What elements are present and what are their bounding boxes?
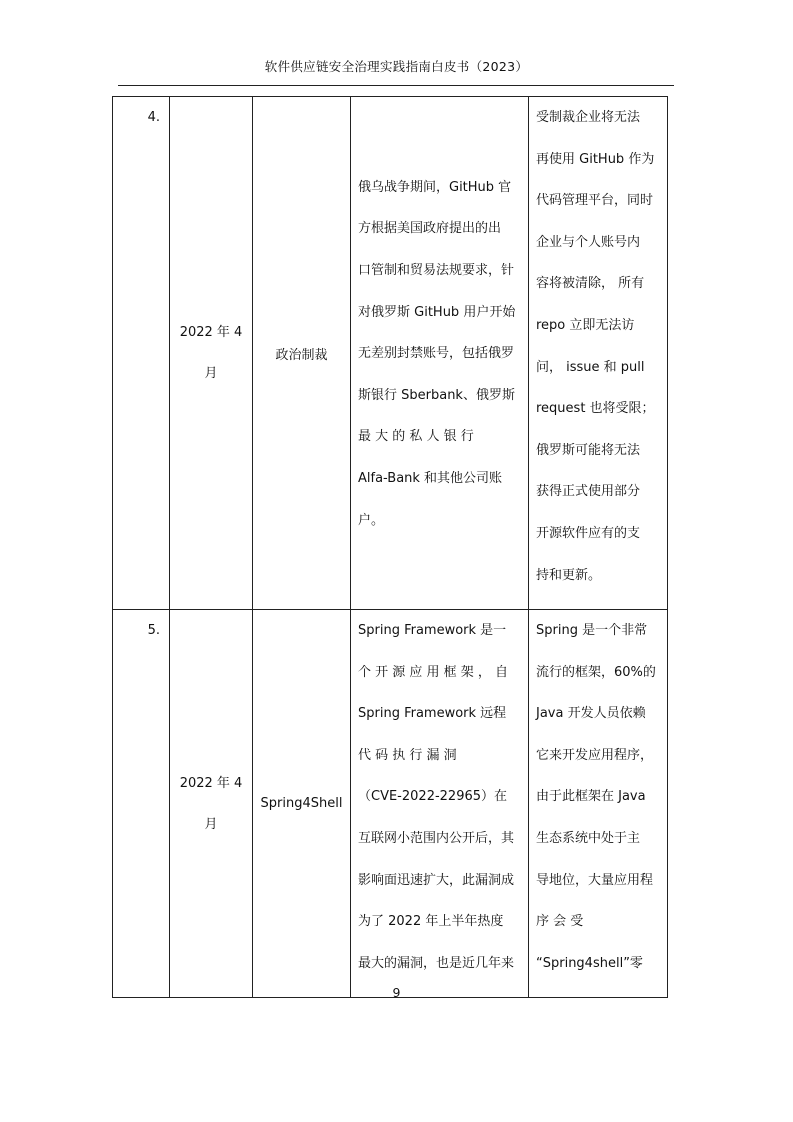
impact-line: 序 会 受	[536, 914, 584, 930]
header-rule	[118, 85, 674, 86]
description-line: 方根据美国政府提出的出	[358, 221, 502, 237]
impact-line: request 也将受限；	[536, 401, 655, 417]
impact-line: 获得正式使用部分	[536, 484, 641, 500]
table-row	[113, 97, 668, 610]
page-number: 9	[392, 985, 401, 1000]
description-line: 俄乌战争期间，GitHub 官	[358, 179, 512, 195]
page-header: 软件供应链安全治理实践指南白皮书（2023）	[264, 59, 529, 74]
row-date	[170, 97, 253, 610]
table-row	[113, 610, 668, 998]
impact-line: 导地位，大量应用程	[536, 872, 654, 888]
row-impact	[529, 610, 668, 998]
description-line: 斯银行 Sberbank、俄罗斯	[358, 387, 515, 403]
impact-line: 企业与个人账号内	[536, 234, 641, 250]
row-date-line: 2022 年 4	[179, 775, 243, 791]
impact-line: 由于此框架在 Java	[536, 789, 646, 805]
row-number: 4.	[113, 97, 170, 610]
impact-line: Spring 是一个非常	[536, 623, 648, 638]
row-type: Spring4Shell	[253, 610, 351, 998]
impact-line: repo 立即无法访	[536, 317, 635, 333]
description-line: 为了 2022 年上半年热度	[358, 914, 504, 930]
row-impact	[529, 97, 668, 610]
row-type: 政治制裁	[253, 97, 351, 610]
row-date-line: 2022 年 4	[179, 325, 243, 340]
impact-line: 持和更新。	[536, 567, 602, 583]
description-line: （CVE-2022-22965）在	[358, 789, 508, 805]
row-description	[351, 610, 529, 998]
impact-line: 问， issue 和 pull	[536, 359, 645, 375]
impact-line: 开源软件应有的支	[536, 525, 641, 541]
impact-line: “Spring4shell”零	[536, 955, 643, 971]
description-line: 个 开 源 应 用 框 架 ， 自	[358, 664, 509, 680]
description-line: 对俄罗斯 GitHub 用户开始	[358, 304, 516, 320]
description-line: 户。	[358, 512, 385, 528]
impact-line: Java 开发人员依赖	[536, 706, 646, 722]
row-date	[170, 610, 253, 998]
impact-line: 容将被清除， 所有	[536, 276, 645, 292]
description-line: Spring Framework 远程	[358, 706, 507, 722]
description-line: Alfa-Bank 和其他公司账	[358, 470, 503, 486]
description-line: 无差别封禁账号，包括俄罗	[358, 346, 515, 362]
row-number: 5.	[113, 610, 170, 998]
description-line: 互联网小范围内公开后，其	[358, 830, 515, 846]
description-line: 代 码 执 行 漏 洞	[358, 747, 457, 763]
description-line: Spring Framework 是一	[358, 623, 507, 638]
impact-line: 代码管理平台，同时	[536, 193, 654, 209]
impact-line: 生态系统中处于主	[536, 830, 641, 846]
incident-table	[112, 96, 668, 998]
row-description	[351, 97, 529, 610]
description-line: 最大的漏洞，也是近几年来	[358, 955, 515, 971]
impact-line: 俄罗斯可能将无法	[536, 442, 641, 458]
description-line: 影响面迅速扩大，此漏洞成	[358, 872, 515, 888]
row-date-line: 月	[204, 816, 218, 832]
description-line: 最 大 的 私 人 银 行	[358, 429, 474, 445]
impact-line: 受制裁企业将无法	[536, 110, 641, 125]
impact-line: 再使用 GitHub 作为	[536, 151, 655, 167]
impact-line: 流行的框架，60%的	[536, 664, 656, 680]
description-line: 口管制和贸易法规要求，针	[358, 263, 515, 279]
row-date-line: 月	[204, 366, 218, 381]
impact-line: 它来开发应用程序，	[536, 747, 654, 763]
